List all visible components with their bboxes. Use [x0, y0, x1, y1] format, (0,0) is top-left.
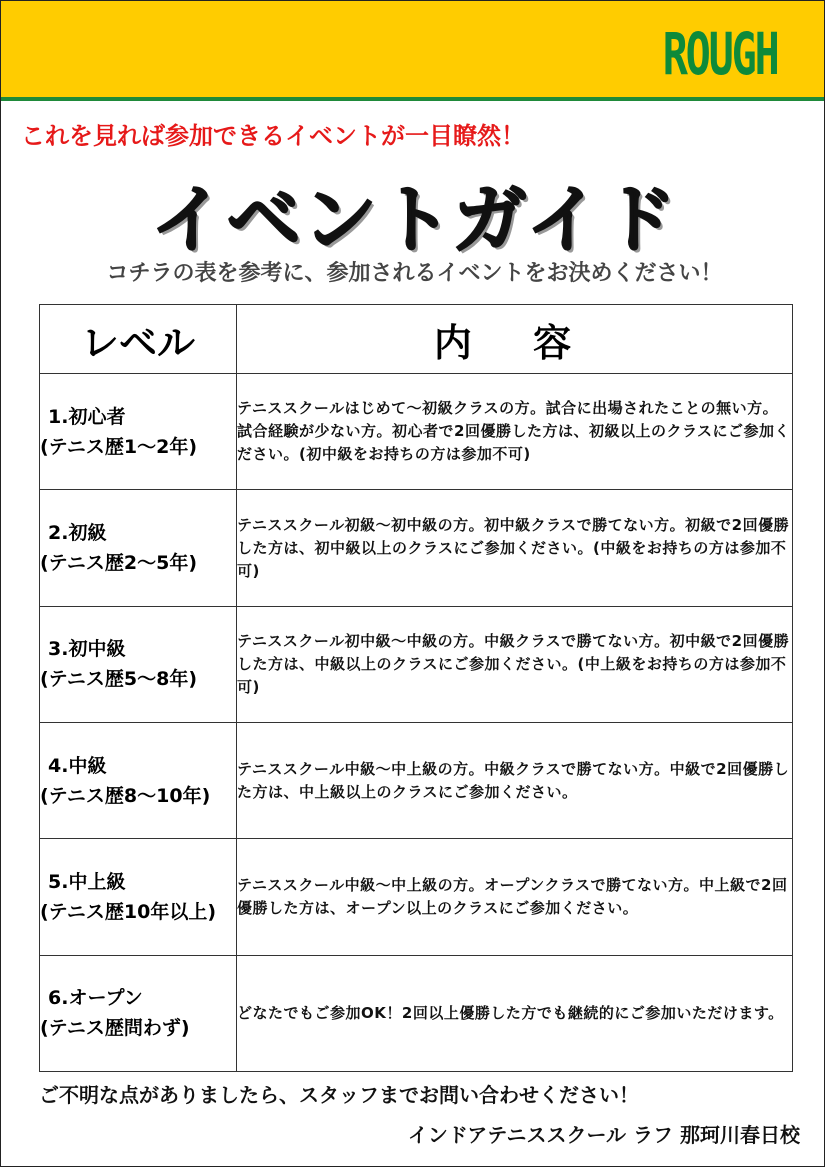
table-header-row: [40, 305, 793, 374]
table-row: [40, 490, 793, 606]
table-row: [40, 374, 793, 490]
content-column-header: 内 容: [237, 305, 793, 374]
level-cell: [40, 839, 237, 955]
level-name: 3.初中級: [48, 638, 126, 661]
level-description: テニススクール初中級～中級の方。中級クラスで勝てない方。初中級で2回優勝した方は、中級以上のクラスにご参加ください。(中上級をお持ちの方は参加不可): [237, 606, 793, 722]
subtitle: コチラの表を参考に、参加されるイベントをお決めください！: [106, 261, 723, 286]
level-description: テニススクール中級～中上級の方。中級クラスで勝てない方。中級で2回優勝した方は、中上級以上のクラスにご参加ください。: [237, 723, 793, 839]
level-experience: (テニス歴10年以上): [40, 901, 217, 923]
table-row: [40, 606, 793, 722]
level-experience: (テニス歴2～5年): [40, 552, 198, 575]
level-cell: [40, 723, 237, 839]
level-cell: [40, 955, 237, 1071]
table-row: [40, 955, 793, 1071]
level-description: テニススクール初級～初中級の方。初中級クラスで勝てない方。初級で2回優勝した方は、初中級以上のクラスにご参加ください。(中級をお持ちの方は参加不可): [237, 490, 793, 606]
page-title-text: イベントガイド: [150, 177, 679, 263]
contact-note: ご不明な点がありましたら、スタッフまでお問い合わせください！: [39, 1083, 639, 1107]
level-experience: (テニス歴問わず): [40, 1017, 190, 1040]
level-name: 1.初心者: [48, 405, 126, 428]
level-cell: [40, 490, 237, 606]
level-cell: [40, 374, 237, 490]
level-column-header: レベル: [40, 305, 237, 374]
tagline: これを見れば参加できるイベントが一目瞭然！: [21, 122, 525, 150]
level-description: テニススクール中級～中上級の方。オープンクラスで勝てない方。中上級で2回優勝した方は、オープン以上のクラスにご参加ください。: [237, 839, 793, 955]
page-title: [1, 161, 827, 267]
level-name: 5.中上級: [48, 871, 126, 893]
level-description: テニススクールはじめて～初級クラスの方。試合に出場されたことの無い方。試合経験が少ない方。初心者で2回優勝した方は、初級以上のクラスにご参加ください。(初中級をお持ちの方は参加不可): [237, 374, 793, 490]
school-name: インドアテニススクール ラフ 那珂川春日校: [407, 1123, 800, 1147]
level-name: 6.オープン: [48, 987, 143, 1010]
level-experience: (テニス歴1～2年): [40, 435, 198, 458]
table-row: [40, 839, 793, 955]
table-row: [40, 723, 793, 839]
level-description: どなたでもご参加OK！2回以上優勝した方でも継続的にご参加いただけます。: [237, 955, 793, 1071]
level-experience: (テニス歴8～10年): [40, 784, 211, 807]
rough-logo: ROUGH: [663, 20, 778, 88]
header-bar: [1, 1, 824, 101]
level-name: 2.初級: [48, 522, 107, 545]
level-guide-table: [39, 304, 793, 1072]
level-name: 4.中級: [48, 754, 107, 777]
level-experience: (テニス歴5～8年): [40, 668, 198, 691]
level-cell: [40, 606, 237, 722]
